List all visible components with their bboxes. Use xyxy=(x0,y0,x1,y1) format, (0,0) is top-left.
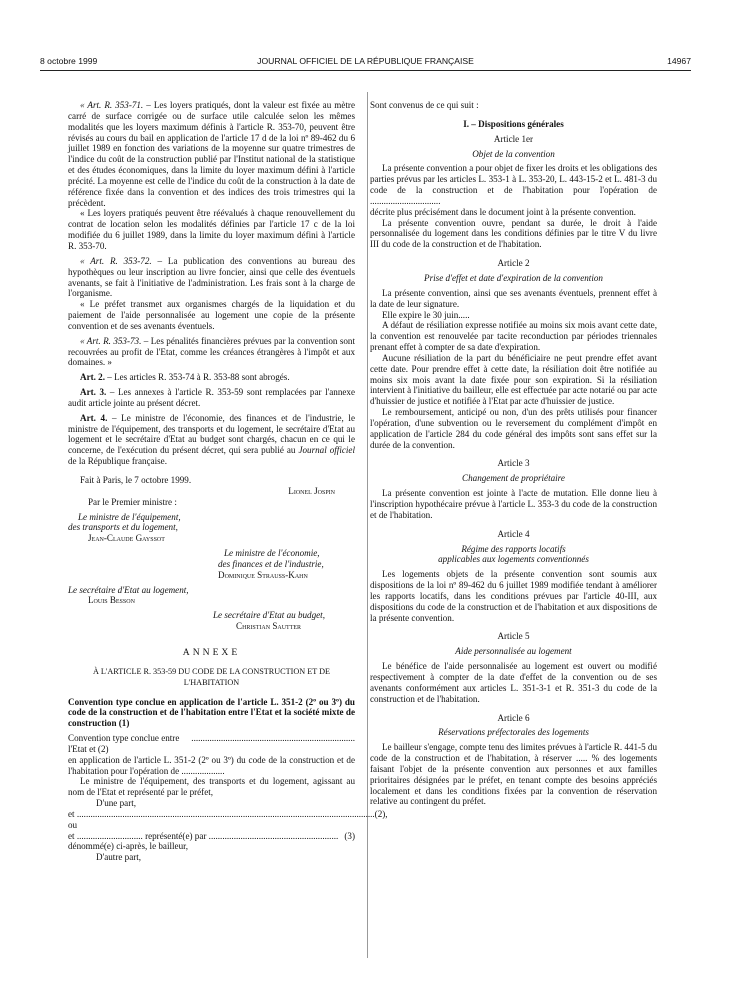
article-2-para5: Le remboursement, anticipé ou non, d'un des prêts utilisés pour financer l'opération, d'une subvention ou le reversement du complément d'impôt en application de l'article 284 du code général des impôts sont sans effet sur la durée de la convention. xyxy=(370,407,657,450)
article-2-title: Prise d'effet et date d'expiration de la convention xyxy=(424,272,603,283)
dautre-part: D'autre part, xyxy=(96,852,142,863)
journal-title: JOURNAL OFFICIEL DE LA RÉPUBLIQUE FRANÇAISE xyxy=(257,56,474,66)
article-1-para1b: décrite plus précisément dans le document joint à la présente convention. xyxy=(370,206,636,217)
article-3-heading: Article 3 xyxy=(497,458,530,469)
min-equip-title-1: Le ministre de l'équipement, xyxy=(78,511,181,522)
article-6-title: Réservations préfectorales des logements xyxy=(438,727,589,738)
article-3: Art. 3. – Les annexes à l'article R. 353-59 sont remplacées par l'annexe audit article jointe au présent décret. xyxy=(68,387,356,408)
convention-title: Convention type conclue en application de l'article L. 351-2 (2º ou 3º) du code de la construction et de l'habitation entre l'Etat et la société mixte de construction (1) xyxy=(68,696,355,729)
annexe-subheading: À L'ARTICLE R. 353-59 DU CODE DE LA CONSTRUCTION ET DE L'HABITATION xyxy=(92,666,331,687)
article-1-heading: Article 1er xyxy=(493,133,534,144)
article-2-para2: Elle expire le 30 juin..... xyxy=(382,309,470,320)
column-separator xyxy=(367,92,368,958)
or-line: ou xyxy=(68,819,78,830)
min-equip-title-2: des transports et du logement, xyxy=(68,522,178,533)
min-eco-name: Dominique Strauss-Kahn xyxy=(218,569,308,580)
article-4: Art. 4. – Le ministre de l'économie, des finances et de l'industrie, le ministre de l'équipement, des transports et du logement, le secrétaire d'Etat au logement et le secrétaire d'Etat au budget sont chargés, chacun en ce qui le concerne, de l'exécution du présent décret, qui sera publié au Journal officiel de la République française. xyxy=(68,412,355,467)
art-r353-73: « Art. R. 353-73. – Les pénalités financières prévues par la convention sont recouvrées au profit de l'Etat, comme les créances étrangères à l'impôt et aux domaines. » xyxy=(68,335,355,368)
art-r353-71-para2: « Les loyers pratiqués peuvent être réévalués à chaque renouvellement du contrat de location selon les modalités définies par l'article 17 c de la loi modifiée du 6 juillet 1989, dans la limite du loyer maximum défini à l'article R. 353-70. xyxy=(68,208,355,251)
article-6-heading: Article 6 xyxy=(497,712,530,723)
dune-part: D'une part, xyxy=(96,798,137,809)
page-header xyxy=(40,56,691,70)
article-1-title: Objet de la convention xyxy=(472,148,555,159)
article-2: Art. 2. – Les articles R. 353-74 à R. 353-88 sont abrogés. xyxy=(80,372,290,383)
article-3-para1: La présente convention est jointe à l'acte de mutation. Elle donne lieu à l'inscription hypothécaire prévue à l'article L. 353-3 du code de la construction et de l'habitation. xyxy=(370,488,657,520)
page-number: 14967 xyxy=(667,56,691,66)
header-rule xyxy=(40,70,691,71)
minister-paragraph: Le ministre de l'équipement, des transports et du logement, agissant au nom de l'Etat et représenté par le préfet, xyxy=(68,776,355,798)
min-equip-name: Jean-Claude Gayssot xyxy=(88,533,165,544)
convention-line-1: Convention type conclue entre l'Etat et (2) ........................................................................ xyxy=(68,733,355,754)
sec-budget-name: Christian Sautter xyxy=(236,621,302,632)
article-5-para1: Le bénéfice de l'aide personnalisée au logement est ouvert ou modifié respectivement à compter de la date d'effet de la convention ou de ses avenants conformément aux articles L. 351-3-1 et R. 351-3 du code de la construction et de l'habitation. xyxy=(370,661,657,704)
convention-line-2: en application de l'article L. 351-2 (2º ou 3º) du code de la construction et de l'habitation pour l'opération de ................... xyxy=(68,754,355,776)
article-2-heading: Article 2 xyxy=(497,258,530,269)
article-4-heading: Article 4 xyxy=(497,528,530,539)
annexe-heading: ANNEXE xyxy=(182,646,241,658)
denomination-line: dénommé(e) ci-après, le bailleur, xyxy=(68,841,189,852)
art-r353-72-para2: « Le préfet transmet aux organismes chargés de la liquidation et du paiement de l'aide personnalisée au logement une copie de la présente convention et de ses avenants éventuels. xyxy=(68,299,355,331)
article-2-para4: Aucune résiliation de la part du bénéficiaire ne peut prendre effet avant cette date. Pour prendre effet à cette date, la résiliation doit être notifiée au moins six mois avant la date fixée pour son expiration. Si la résiliation intervient à l'initiative du bailleur, elle est effectuée par acte notarié ou par acte d'huissier de justice et notifiée à l'Etat par acte d'huissier de justice. xyxy=(370,352,657,407)
article-5-title: Aide personnalisée au logement xyxy=(455,646,572,657)
sec-logement-title: Le secrétaire d'Etat au logement, xyxy=(68,584,189,595)
article-2-para3: A défaut de résiliation expresse notifiée au moins six mois avant cette date, la convention est renouvelée par tacite reconduction par périodes triennales prenant effet à compter de sa date d'expiration. xyxy=(370,320,657,353)
art-r353-72: « Art. R. 353-72. – La publication des conventions au bureau des hypothèques ou leur inscription au livre foncier, ainsi que celle des éventuels avenants, se fait à l'initiative de l'administration. Les frais sont à la charge de l'organisme. xyxy=(68,255,355,299)
article-1-para2: La présente convention ouvre, pendant sa durée, le droit à l'aide personnalisée du logement dans les conditions définies par le titre V du livre III du code de la construction et de l'habitation. xyxy=(370,217,657,250)
min-eco-title-2: des finances et de l'industrie, xyxy=(218,558,324,569)
article-1-para1: La présente convention a pour objet de fixer les droits et les obligations des parties prévus par les articles L. 353-1 à L. 353-20, L. 443-15-2 et L. 481-3 du code de la construction et de l'habitation pour l'opération de ............................... xyxy=(370,163,657,206)
left-column xyxy=(68,100,388,863)
article-4-title-1: Régime des rapports locatifs xyxy=(461,543,566,554)
article-5-heading: Article 5 xyxy=(497,631,530,642)
article-6-para1: Le bailleur s'engage, compte tenu des limites prévues à l'article R. 441-5 du code de la construction et de l'habitation, à réserver ..... % des logements faisant l'objet de la présente convention aux personnes et aux familles prioritaires désignées par le préfet, en tenant compte des besoins appréciés localement et dans les conditions fixées par la convention de réservation relative au contingent du préfet. xyxy=(370,742,657,807)
done-at: Fait à Paris, le 7 octobre 1999. xyxy=(80,475,192,485)
by-pm: Par le Premier ministre : xyxy=(88,496,177,507)
article-3-title: Changement de propriétaire xyxy=(462,473,565,484)
article-2-para1: La présente convention, ainsi que ses avenants éventuels, prennent effet à la date de leur signature. xyxy=(370,287,657,309)
party-line-2: et ............................. représenté(e) par ......................................................... (3) xyxy=(68,830,355,841)
right-column xyxy=(370,100,657,807)
issue-date: 8 octobre 1999 xyxy=(40,56,98,66)
art-r353-71: « Art. R. 353-71. – Les loyers pratiqués, dont la valeur est fixée au mètre carré de surface corrigée ou de surface utile calculée selon les mêmes modalités que les loyers maximum définis à l'article R. 353-70, peuvent être révisés au cours du bail en application de l'article 17 d de la loi nº 89-462 du 6 juillet 1989 en fonction des variations de la moyenne sur quatre trimestres de l'indice du coût de la construction publié par l'Institut national de la statistique et des études économiques, dans la limite du loyer maximum défini à l'article précité. La moyenne est celle de l'indice du coût de la construction à la date de référence fixée dans la convention et des indices des trois trimestres qui la précèdent. xyxy=(68,100,355,208)
signatory-pm: Lionel Jospin xyxy=(288,485,335,496)
article-4-para1: Les logements objets de la présente convention sont soumis aux dispositions de la loi nº 89-462 du 6 juillet 1989 modifiée tendant à améliorer les rapports locatifs, dans les conditions prévues par l'article 40-III, aux dispositions du code de la construction et de l'habitation et aux dispositions de la présente convention. xyxy=(370,569,657,623)
party-line-1: et ................................................................................................................................... (2), xyxy=(68,808,388,819)
section-1-heading: I. – Dispositions générales xyxy=(463,118,564,129)
convenus-line: Sont convenus de ce qui suit : xyxy=(370,100,479,110)
sec-budget-title: Le secrétaire d'Etat au budget, xyxy=(213,610,325,621)
sec-logement-name: Louis Besson xyxy=(88,595,135,606)
min-eco-title-1: Le ministre de l'économie, xyxy=(224,548,320,559)
article-4-title-2: applicables aux logements conventionnés xyxy=(438,554,589,565)
